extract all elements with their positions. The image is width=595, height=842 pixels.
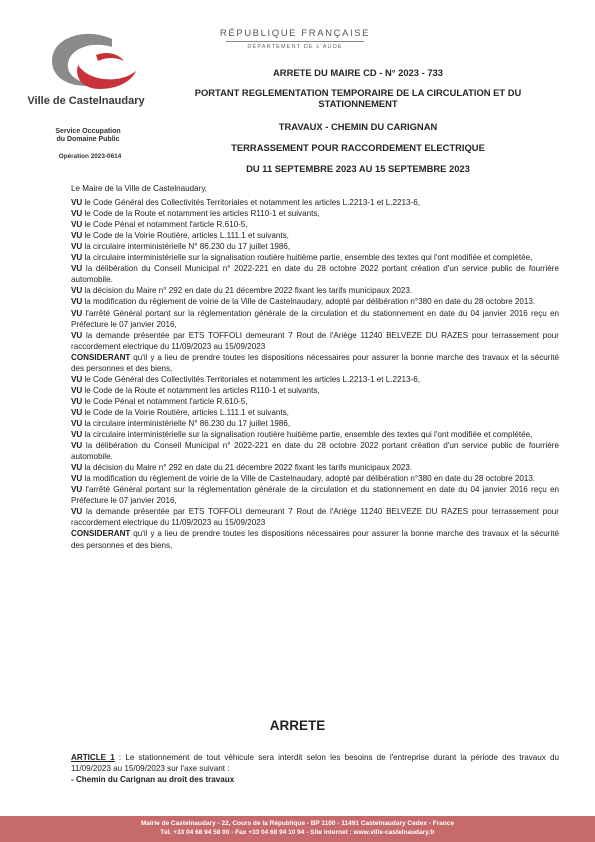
paragraph-text: la demande présentée par ETS TOFFOLI demeurant 7 Rout de l'Ariège 11240 BELVEZE DU RAZES pour terrassement pour raccordement electrique du 11/09/2023 au 15/09/2023 — [71, 507, 559, 528]
paragraph-lead: VU — [71, 385, 83, 395]
body-paragraph — [71, 285, 559, 296]
paragraph-lead: VU — [71, 396, 83, 406]
decree-nature: TERRASSEMENT POUR RACCORDEMENT ELECTRIQUE — [231, 142, 485, 153]
paragraph-lead: VU — [71, 485, 83, 495]
body-paragraph — [71, 462, 559, 473]
paragraph-text: la décision du Maire n° 292 en date du 21 décembre 2022 fixant les tarifs municipaux 2023. — [82, 286, 413, 296]
decree-body — [71, 183, 559, 551]
paragraph-lead: VU — [71, 242, 83, 252]
paragraph-lead: VU — [71, 418, 83, 428]
decree-number: ARRETE DU MAIRE CD - N° 2023 - 733 — [273, 67, 443, 78]
paragraph-text: le Code Général des Collectivités Territoriales et notamment les articles L.2213-1 et L.2213-6, — [82, 374, 420, 384]
footer-contact: Tél. +33 04 68 94 58 00 - Fax +33 04 68 94 10 94 - Site internet : www.ville-castelnaudary.fr — [160, 829, 435, 836]
paragraph-lead: VU — [71, 231, 83, 241]
paragraph-text: qu'il y a lieu de prendre toutes les dispositions nécessaires pour assurer la bonne marche des travaux et la sécurité des personnes et des biens, — [71, 352, 559, 373]
paragraph-lead: VU — [71, 441, 83, 451]
service-line-2: du Domaine Public — [56, 136, 120, 144]
body-paragraphs — [71, 197, 559, 551]
body-paragraph — [71, 374, 559, 385]
paragraph-text: le Code de la Voirie Routière, articles L.111.1 et suivants, — [82, 231, 289, 241]
paragraph-lead: VU — [71, 297, 83, 307]
body-paragraph — [71, 330, 559, 352]
paragraph-lead: VU — [71, 474, 83, 484]
paragraph-text: la délibération du Conseil Municipal n° 2022-221 en date du 28 octobre 2022 portant création d'un service public de fourrière automobile. — [71, 264, 559, 285]
body-paragraph — [71, 308, 559, 330]
paragraph-lead: CONSIDERANT — [71, 529, 131, 539]
paragraph-text: la circulaire interministérielle sur la signalisation routière huitième partie, ensemble des textes qui l'ont modifiée et complétée, — [82, 430, 533, 440]
body-paragraph — [71, 528, 559, 550]
arrete-heading: ARRETE — [269, 718, 326, 733]
republique-heading: RÉPUBLIQUE FRANÇAISE — [219, 28, 371, 39]
paragraph-lead: VU — [71, 220, 83, 230]
body-paragraph — [71, 506, 559, 528]
paragraph-text: la délibération du Conseil Municipal n° 2022-221 en date du 28 octobre 2022 portant création d'un service public de fourrière automobile. — [71, 441, 559, 462]
departement-heading: DÉPARTEMENT DE L'AUDE — [247, 44, 343, 50]
paragraph-text: l'arrêté Général portant sur la réglementation générale de la circulation et du stationnement en date du 04 janvier 2016 reçu en Préfecture le 07 janvier 2016, — [71, 308, 559, 329]
paragraph-lead: VU — [71, 430, 83, 440]
footer-band — [0, 816, 595, 842]
paragraph-lead: VU — [71, 264, 83, 274]
article-1-label: ARTICLE 1 — [71, 753, 115, 762]
article-1-text — [71, 752, 559, 774]
paragraph-lead: VU — [71, 198, 83, 208]
body-paragraph — [71, 473, 559, 484]
decree-subject-line-1: PORTANT REGLEMENTATION TEMPORAIRE DE LA CIRCULATION ET DU — [194, 87, 522, 98]
paragraph-text: le Code de la Voirie Routière, articles L.111.1 et suivants, — [82, 407, 289, 417]
body-paragraph — [71, 385, 559, 396]
paragraph-text: le Code de la Route et notamment les articles R110-1 et suivants, — [82, 385, 320, 395]
body-paragraph — [71, 197, 559, 208]
paragraph-lead: VU — [71, 463, 83, 473]
body-intro: Le Maire de la Ville de Castelnaudary, — [71, 184, 208, 193]
paragraph-lead: VU — [71, 374, 83, 384]
decree-subject-line-2: STATIONNEMENT — [318, 98, 398, 109]
service-label — [34, 128, 142, 145]
paragraph-text: qu'il y a lieu de prendre toutes les dispositions nécessaires pour assurer la bonne marche des travaux et la sécurité des personnes et des biens, — [71, 529, 559, 550]
article-1-body: : Le stationnement de tout véhicule sera interdit selon les besoins de l'entreprise durant la période des travaux du 11/09/2023 au 15/09/2023 sur l'axe suivant : — [71, 753, 559, 774]
body-paragraph — [71, 219, 559, 230]
paragraph-text: la circulaire interministérielle N° 86.230 du 17 juillet 1986, — [82, 242, 291, 252]
town-logo-icon — [38, 25, 148, 95]
body-paragraph — [71, 352, 559, 374]
body-paragraph — [71, 252, 559, 263]
paragraph-lead: VU — [71, 286, 83, 296]
paragraph-lead: VU — [71, 407, 83, 417]
paragraph-text: la demande présentée par ETS TOFFOLI demeurant 7 Rout de l'Ariège 11240 BELVEZE DU RAZES pour terrassement pour raccordement electrique du 11/09/2023 au 15/09/2023 — [71, 330, 559, 351]
decree-travaux: TRAVAUX - CHEMIN DU CARIGNAN — [278, 121, 438, 132]
body-paragraph — [71, 429, 559, 440]
paragraph-text: la circulaire interministérielle sur la signalisation routière huitième partie, ensemble des textes qui l'ont modifiée et complétée, — [82, 253, 533, 263]
decree-dates: DU 11 SEPTEMBRE 2023 AU 15 SEPTEMBRE 2023 — [246, 163, 470, 174]
paragraph-lead: VU — [71, 253, 83, 263]
paragraph-text: la modification du règlement de voirie de la Ville de Castelnaudary, adopté par délibération n°380 en date du 28 octobre 2013. — [82, 474, 536, 484]
service-line-1: Service Occupation — [55, 128, 121, 135]
article-1 — [71, 752, 559, 785]
article-1-road: - Chemin du Carignan au droit des travaux — [71, 775, 235, 785]
body-paragraph — [71, 208, 559, 219]
paragraph-text: le Code de la Route et notamment les articles R110-1 et suivants, — [82, 209, 320, 219]
logo-red-curl — [96, 53, 124, 61]
body-paragraph — [71, 241, 559, 252]
paragraph-lead: VU — [71, 209, 83, 219]
body-paragraph — [71, 230, 559, 241]
body-paragraph — [71, 484, 559, 506]
body-paragraph — [71, 396, 559, 407]
footer-address: Mairie de Castelnaudary - 22, Cours de la République - BP 1100 - 11491 Castelnaudary Cedex - France — [140, 820, 455, 827]
body-paragraph — [71, 418, 559, 429]
body-paragraph — [71, 296, 559, 307]
paragraph-text: le Code Pénal et notamment l'article R.610-5, — [82, 396, 248, 406]
paragraph-text: le Code Pénal et notamment l'article R.610-5, — [82, 220, 248, 230]
paragraph-lead: VU — [71, 308, 83, 318]
logo-red-arc — [77, 65, 136, 89]
body-paragraph — [71, 407, 559, 418]
paragraph-text: la décision du Maire n° 292 en date du 21 décembre 2022 fixant les tarifs municipaux 2023. — [82, 463, 413, 473]
body-paragraph — [71, 263, 559, 285]
body-paragraph — [71, 440, 559, 462]
paragraph-lead: VU — [71, 507, 83, 517]
paragraph-lead: VU — [71, 330, 83, 340]
paragraph-text: la modification du règlement de voirie de la Ville de Castelnaudary, adopté par délibération n°380 en date du 28 octobre 2013. — [82, 297, 536, 307]
republique-divider — [226, 41, 364, 42]
paragraph-lead: CONSIDERANT — [71, 352, 131, 362]
operation-number: Opération 2023-0614 — [58, 153, 122, 160]
town-name: Ville de Castelnaudary — [27, 95, 145, 107]
paragraph-text: la circulaire interministérielle N° 86.230 du 17 juillet 1986, — [82, 418, 291, 428]
paragraph-text: le Code Général des Collectivités Territoriales et notamment les articles L.2213-1 et L.2213-6, — [82, 198, 420, 208]
paragraph-text: l'arrêté Général portant sur la réglementation générale de la circulation et du stationnement en date du 04 janvier 2016 reçu en Préfecture le 07 janvier 2016, — [71, 485, 559, 506]
